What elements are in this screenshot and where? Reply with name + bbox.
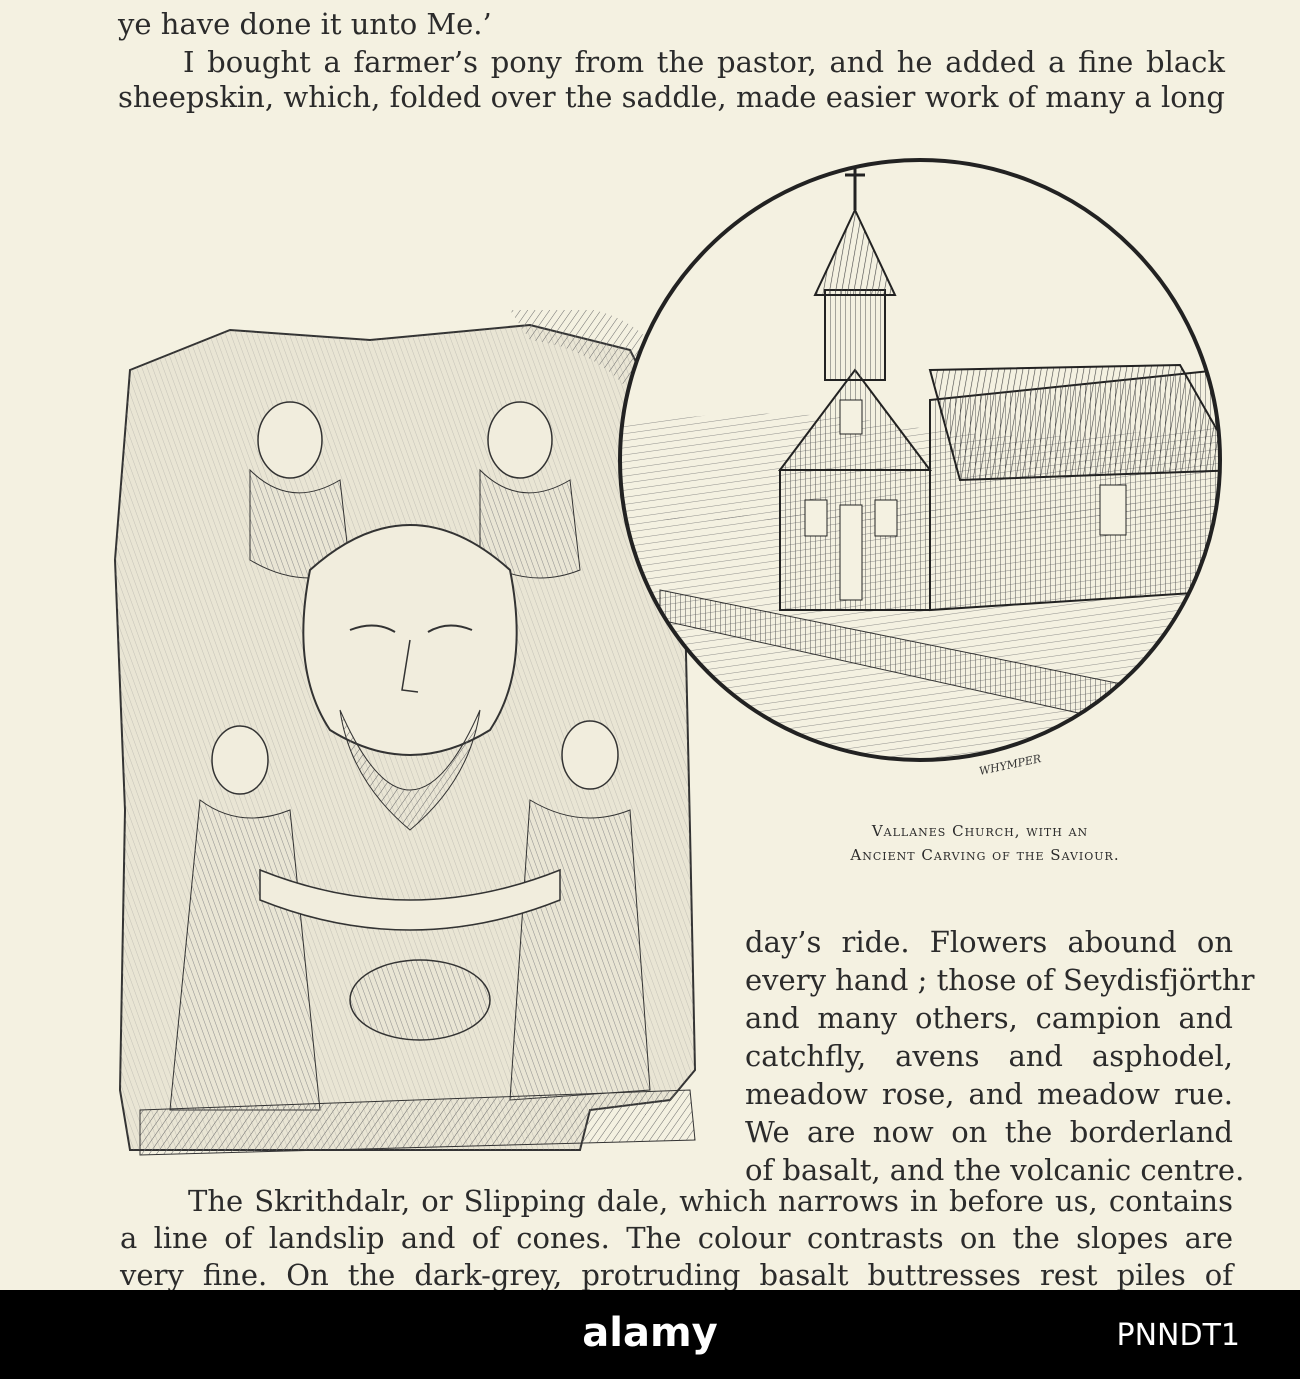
alamy-logo: alamy [582,1310,718,1356]
caption-line-2: Ancient Carving of the Saviour. [850,846,1120,864]
engraver-signature: WHYMPER [977,752,1043,778]
text-line: catchfly, avens and asphodel, [745,1039,1233,1073]
text-line: The Skrithdalr, or Slipping dale, which narrows in before us, contains [188,1184,1233,1218]
text-line: I bought a farmer’s pony from the pastor, and he added a fine black [183,45,1225,79]
text-line: and many others, campion and [745,1001,1233,1035]
text-line: every hand ; those of Seydisfjörthr [745,963,1255,997]
text-line: day’s ride. Flowers abound on [745,925,1233,959]
text-line: very fine. On the dark-grey, protruding basalt buttresses rest piles of [120,1258,1233,1290]
text-line: meadow rose, and meadow rue. [745,1077,1233,1111]
stock-image-id: PNNDT1 [1116,1318,1240,1353]
text-line: We are now on the borderland [745,1115,1233,1149]
caption-line-1: Vallanes Church, with an [871,822,1089,840]
text-line: a line of landslip and of cones. The colour contrasts on the slopes are [120,1221,1233,1255]
text-line: ye have done it unto Me.’ [118,7,492,41]
text-line: of basalt, and the volcanic centre. [745,1153,1245,1187]
text-line: sheepskin, which, folded over the saddle, made easier work of many a long [118,80,1225,114]
church-illustration [600,140,1240,780]
